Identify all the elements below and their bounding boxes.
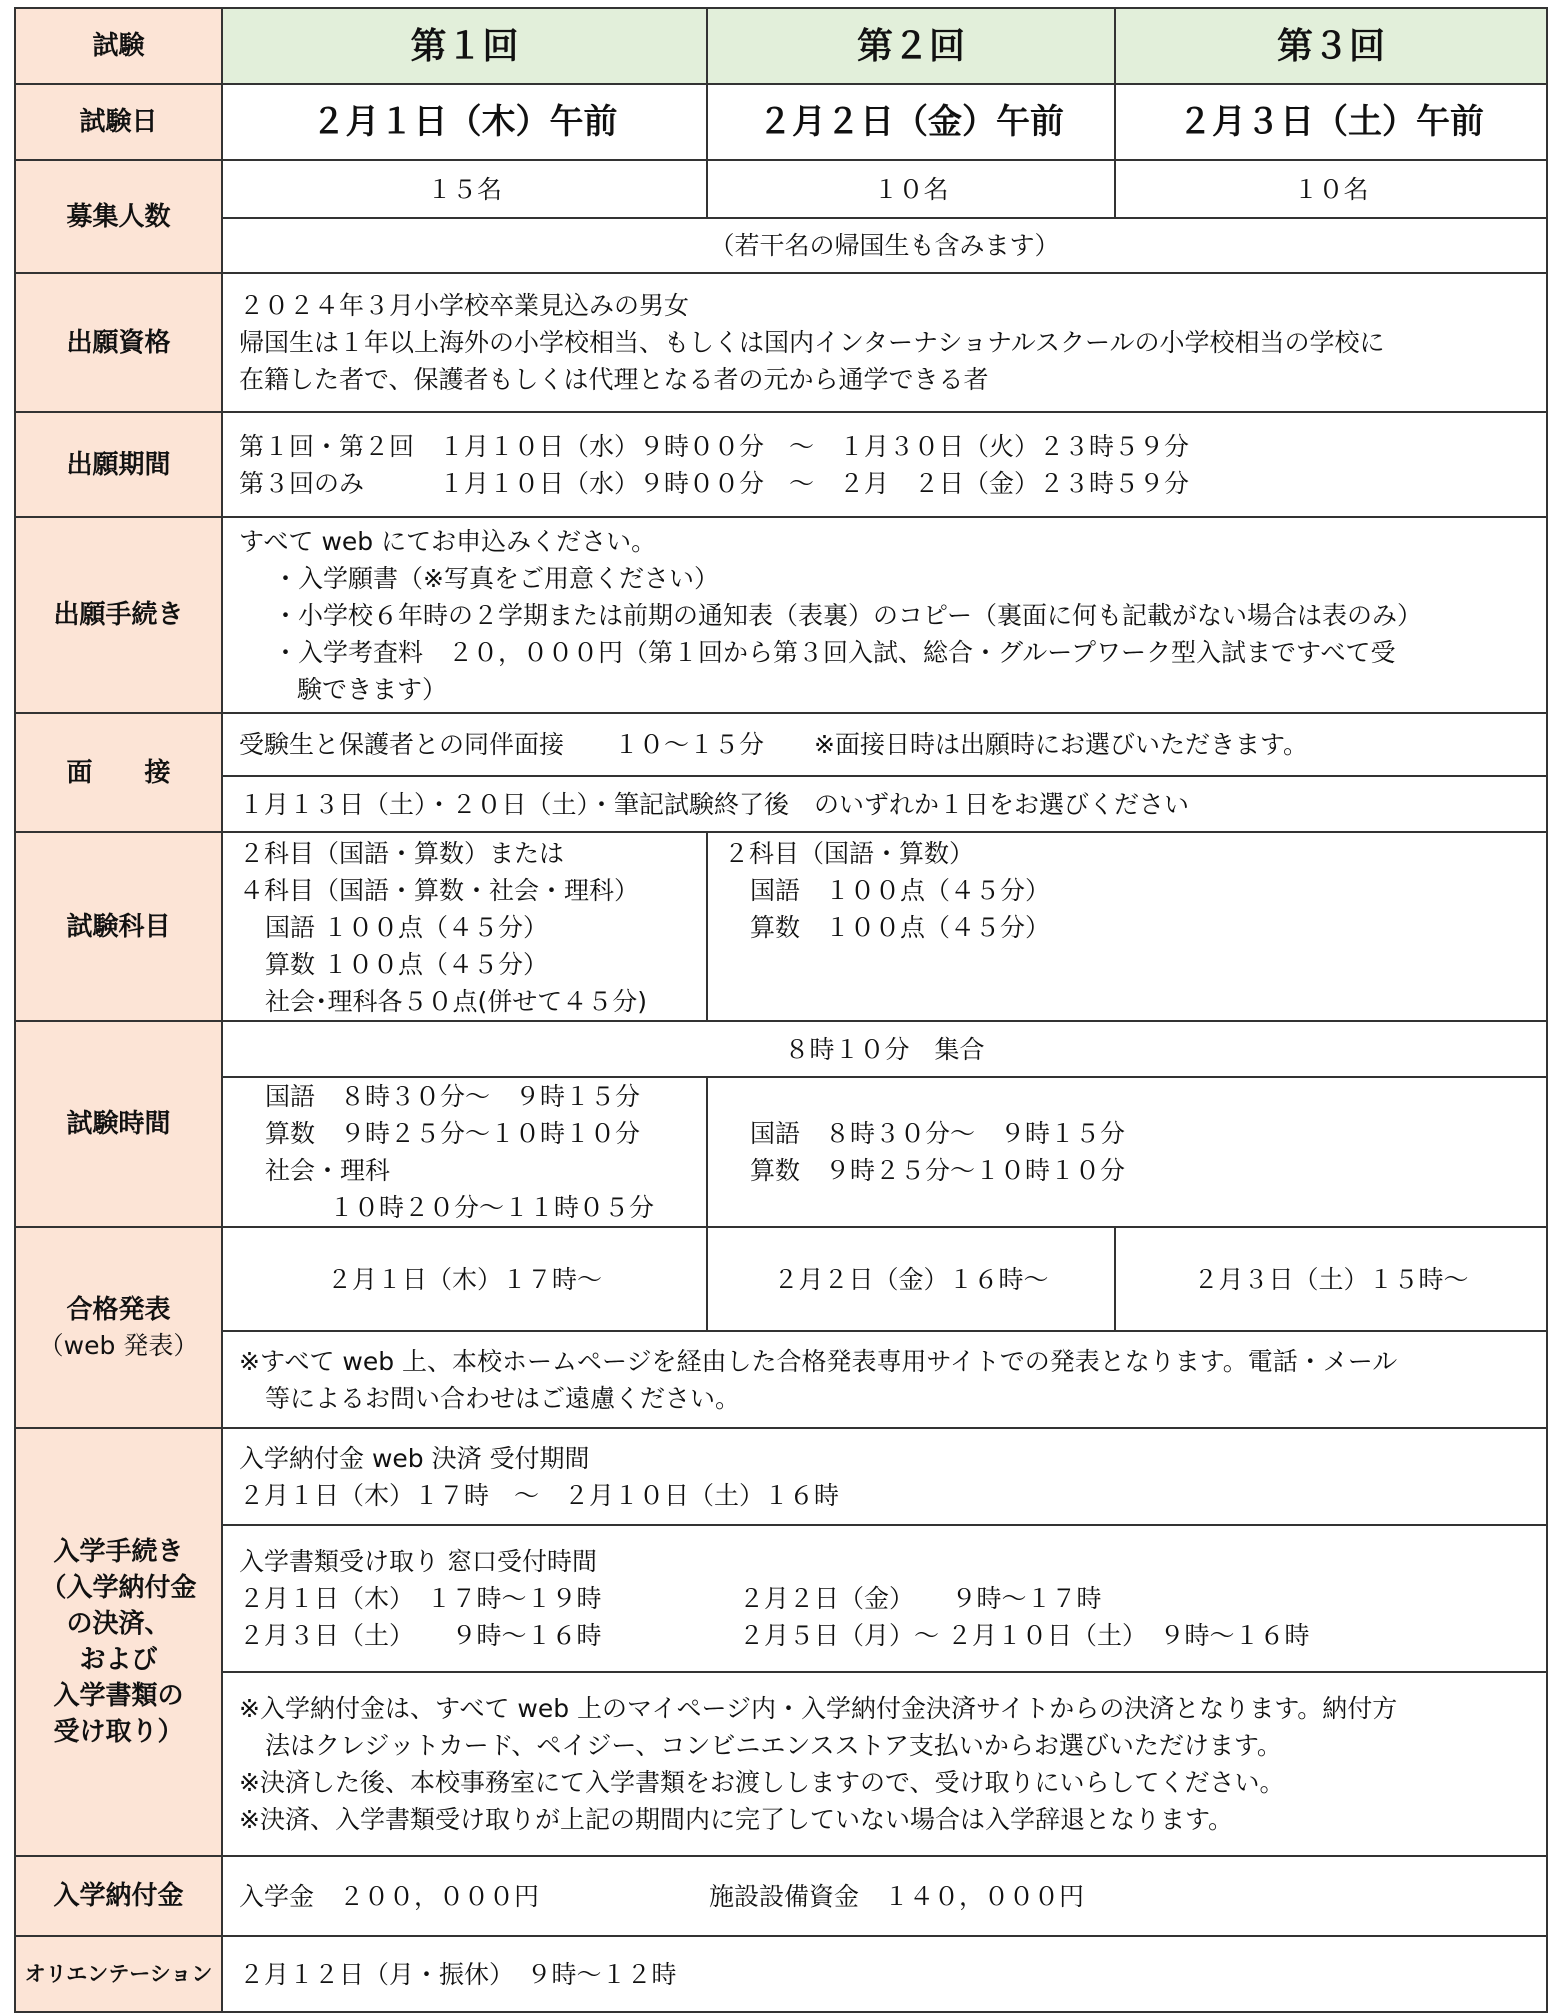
procedure-item-2: ・小学校６年時の２学期または前期の通知表（表裏）のコピー（裏面に何も記載がない場合は表のみ） — [273, 600, 1423, 630]
docs-row-1 — [239, 1580, 1530, 1617]
eligibility-line-3: 在籍した者で、保護者もしくは代理となる者の元から通学できる者 — [239, 365, 989, 394]
results-note — [222, 1331, 1547, 1428]
interview-row — [15, 713, 1547, 776]
schedule-assembly: ８時１０分 集合 — [222, 1021, 1547, 1077]
payment-title: 入学納付金 web 決済 受付期間 — [239, 1443, 590, 1473]
schedule-2-subjects — [707, 1077, 1547, 1227]
results-time-2: ２月２日（金）１６時～ — [707, 1227, 1115, 1331]
schedule-left-line-1: 国語 ８時３０分～ ９時１５分 — [265, 1082, 641, 1111]
capacity-2: １０名 — [707, 160, 1115, 218]
procedure-item-1: ・入学願書（※写真をご用意ください） — [273, 563, 719, 593]
procedure-row — [15, 517, 1547, 713]
eligibility-line-1: ２０２４年３月小学校卒業見込みの男女 — [239, 291, 690, 320]
subjects-label: 試験科目 — [15, 832, 222, 1021]
schedule-4-subjects — [222, 1077, 707, 1227]
payment-period-cell — [222, 1428, 1547, 1525]
round-1-header: 第１回 — [222, 8, 707, 84]
capacity-label: 募集人数 — [15, 160, 222, 273]
interview-line-1: 受験生と保護者との同伴面接 １０～１５分 ※面接日時は出願時にお選びいただきます。 — [222, 713, 1547, 776]
header-row — [15, 8, 1547, 84]
interview-label: 面 接 — [15, 713, 222, 832]
fees-label: 入学納付金 — [15, 1856, 222, 1936]
capacity-3: １０名 — [1115, 160, 1547, 218]
interview-row-2 — [15, 776, 1547, 832]
subjects-left-line-5: 社会･理科各５０点(併せて４５分) — [265, 987, 648, 1016]
schedule-left-line-3: 社会・理科 — [265, 1156, 391, 1185]
orientation-text: ２月１２日（月・振休） ９時～１２時 — [222, 1936, 1547, 2012]
schedule-row-2 — [15, 1077, 1547, 1227]
subjects-left-line-2: ４科目（国語・算数・社会・理科） — [239, 876, 640, 905]
subjects-row — [15, 832, 1547, 1021]
schedule-right-line-2: 算数 ９時２５分～１０時１０分 — [750, 1156, 1126, 1185]
results-row — [15, 1227, 1547, 1331]
subjects-right-line-3: 算数 １００点（４５分） — [750, 913, 1051, 942]
interview-line-2: １月１３日（土）・２０日（土）・筆記試験終了後 のいずれか１日をお選びください — [222, 776, 1547, 832]
orientation-label: オリエンテーション — [15, 1936, 222, 2012]
enrollment-label-line-6: 受け取り） — [53, 1717, 184, 1747]
docs-row — [15, 1525, 1547, 1672]
schedule-left-line-4: １０時２０分～１１時０５分 — [329, 1193, 655, 1222]
procedure-text — [222, 517, 1547, 713]
enrollment-notes-row — [15, 1672, 1547, 1856]
docs-row-1-b: ２月２日（金） ９時～１７時 — [739, 1584, 1102, 1613]
capacity-row — [15, 160, 1547, 218]
exam-date-label: 試験日 — [15, 84, 222, 160]
schedule-left-line-2: 算数 ９時２５分～１０時１０分 — [265, 1119, 641, 1148]
docs-row-2-a: ２月３日（土） ９時～１６時 — [239, 1621, 602, 1650]
fees-admission: 入学金 ２００，０００円 — [239, 1881, 540, 1911]
procedure-intro: すべて web にてお申込みください。 — [239, 526, 657, 556]
enrollment-note-2: ※決済した後、本校事務室にて入学書類をお渡ししますので、受け取りにいらしてください。 — [239, 1768, 1285, 1797]
exam-date-2: ２月２日（金）午前 — [707, 84, 1115, 160]
subjects-left-line-4: 算数 １００点（４５分） — [265, 950, 548, 979]
subjects-4-option — [222, 832, 707, 1021]
capacity-note-row — [15, 218, 1547, 273]
subjects-2-option — [707, 832, 1547, 1021]
results-note-line-2: 等によるお問い合わせはご遠慮ください。 — [265, 1383, 741, 1413]
header-label: 試験 — [15, 8, 222, 84]
results-label: 合格発表 — [66, 1294, 171, 1325]
schedule-label: 試験時間 — [15, 1021, 222, 1227]
application-period-label: 出願期間 — [15, 412, 222, 517]
enrollment-notes-cell — [222, 1672, 1547, 1856]
procedure-item-3: ・入学考査料 ２０，０００円（第１回から第３回入試、総合・グループワーク型入試まですべて受 — [273, 637, 1396, 667]
application-period-line-1: 第１回・第２回 １月１０日（水）９時００分 ～ １月３０日（火）２３時５９分 — [239, 431, 1190, 461]
results-note-row — [15, 1331, 1547, 1428]
subjects-left-line-3: 国語 １００点（４５分） — [265, 913, 548, 942]
capacity-1: １５名 — [222, 160, 707, 218]
fees-facility: 施設設備資金 １４０，０００円 — [709, 1881, 1085, 1911]
enrollment-note-1: ※入学納付金は、すべて web 上のマイページ内・入学納付金決済サイトからの決済となります。納付方 — [239, 1694, 1398, 1723]
application-period-text — [222, 412, 1547, 517]
capacity-note: （若干名の帰国生も含みます） — [222, 218, 1547, 273]
enrollment-label-line-2: （入学納付金 — [40, 1573, 197, 1603]
docs-row-1-a: ２月１日（木） １７時～１９時 — [239, 1584, 602, 1613]
results-time-1: ２月１日（木）１７時～ — [222, 1227, 707, 1331]
orientation-row — [15, 1936, 1547, 2012]
subjects-right-line-2: 国語 １００点（４５分） — [750, 876, 1051, 905]
docs-title: 入学書類受け取り 窓口受付時間 — [239, 1547, 597, 1576]
exam-date-row — [15, 84, 1547, 160]
eligibility-label: 出願資格 — [15, 273, 222, 412]
enrollment-row — [15, 1428, 1547, 1525]
results-note-line-1: ※すべて web 上、本校ホームページを経由した合格発表専用サイトでの発表となります。電話・メール — [239, 1346, 1398, 1376]
results-time-3: ２月３日（土）１５時～ — [1115, 1227, 1547, 1331]
procedure-label: 出願手続き — [15, 517, 222, 713]
docs-row-2-b: ２月５日（月）～ ２月１０日（土） ９時～１６時 — [739, 1621, 1310, 1650]
enrollment-label-line-5: 入学書類の — [53, 1681, 184, 1711]
exam-date-1: ２月１日（木）午前 — [222, 84, 707, 160]
application-period-row — [15, 412, 1547, 517]
procedure-item-3-cont: 験できます） — [297, 674, 448, 704]
enrollment-label-line-1: 入学手続き — [53, 1537, 184, 1567]
eligibility-text — [222, 273, 1547, 412]
payment-period: ２月１日（木）１７時 ～ ２月１０日（土）１６時 — [239, 1480, 840, 1510]
subjects-right-line-1: ２科目（国語・算数） — [724, 839, 975, 868]
fees-row — [15, 1856, 1547, 1936]
enrollment-label-line-3: の決済、 — [66, 1609, 171, 1639]
results-label-cell — [15, 1227, 222, 1428]
enrollment-note-1-cont: 法はクレジットカード、ペイジー、コンビニエンスストア支払いからお選びいただけます。 — [265, 1731, 1282, 1760]
fees-cell — [222, 1856, 1547, 1936]
exam-date-3: ２月３日（土）午前 — [1115, 84, 1547, 160]
admission-info-table — [14, 7, 1548, 2013]
round-2-header: 第２回 — [707, 8, 1115, 84]
enrollment-label-cell — [15, 1428, 222, 1856]
docs-row-2 — [239, 1617, 1530, 1654]
subjects-left-line-1: ２科目（国語・算数）または — [239, 839, 565, 868]
eligibility-row — [15, 273, 1547, 412]
schedule-row — [15, 1021, 1547, 1077]
application-period-line-2: 第３回のみ １月１０日（水）９時００分 ～ ２月 ２日（金）２３時５９分 — [239, 468, 1190, 498]
enrollment-note-3: ※決済、入学書類受け取りが上記の期間内に完了していない場合は入学辞退となります。 — [239, 1805, 1233, 1834]
enrollment-label-line-4: および — [79, 1645, 158, 1675]
schedule-right-line-1: 国語 ８時３０分～ ９時１５分 — [750, 1119, 1126, 1148]
docs-cell — [222, 1525, 1547, 1672]
eligibility-line-2: 帰国生は１年以上海外の小学校相当、もしくは国内インターナショナルスクールの小学校相当の学校に — [239, 328, 1385, 357]
round-3-header: 第３回 — [1115, 8, 1547, 84]
results-sublabel: （web 発表） — [38, 1330, 199, 1360]
